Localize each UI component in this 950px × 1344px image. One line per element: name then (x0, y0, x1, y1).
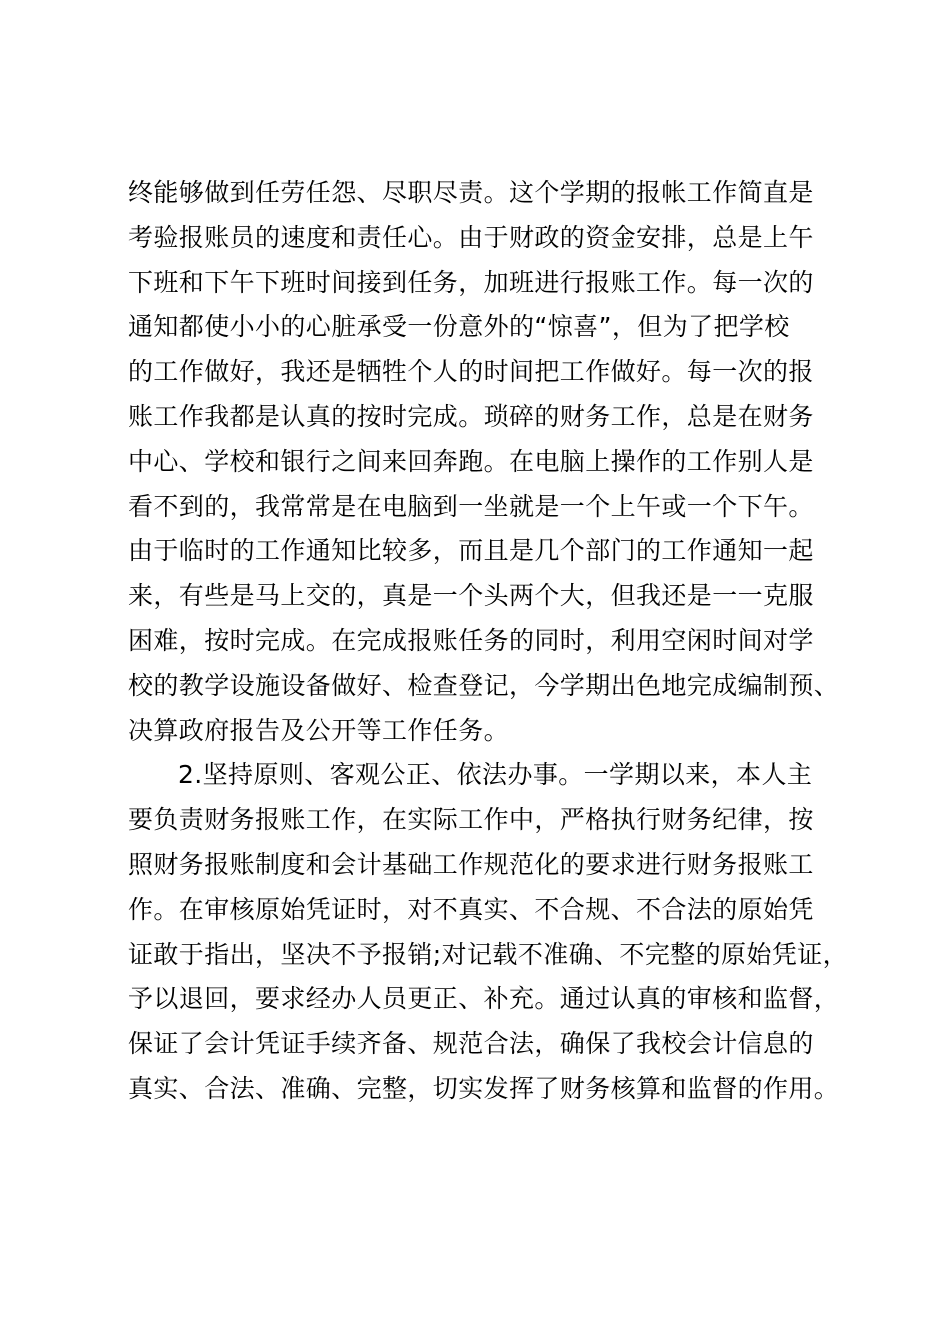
paragraph-line: 要负责财务报账工作，在实际工作中，严格执行财务纪律，按 (128, 805, 814, 835)
paragraph-line: 考验报账员的速度和责任心。由于财政的资金安排，总是上午 (128, 222, 814, 252)
paragraph-line: 中心、学校和银行之间来回奔跑。在电脑上操作的工作别人是 (128, 446, 814, 476)
paragraph-line: 2.坚持原则、客观公正、依法办事。一学期以来，本人主 (178, 760, 813, 790)
paragraph-line: 来，有些是马上交的，真是一个头两个大，但我还是一一克服 (128, 581, 814, 611)
paragraph-line: 校的教学设施设备做好、检查登记，今学期出色地完成编制预、 (128, 670, 840, 700)
paragraph-line: 证敢于指出，坚决不予报销;对记载不准确、不完整的原始凭证， (128, 939, 849, 969)
paragraph-line: 下班和下午下班时间接到任务，加班进行报账工作。每一次的 (128, 267, 814, 297)
paragraph-line: 终能够做到任劳任怨、尽职尽责。这个学期的报帐工作简直是 (128, 178, 814, 207)
paragraph-line: 照财务报账制度和会计基础工作规范化的要求进行财务报账工 (128, 849, 814, 879)
paragraph-line: 予以退回，要求经办人员更正、补充。通过认真的审核和监督， (128, 984, 840, 1014)
paragraph-line: 真实、合法、准确、完整，切实发挥了财务核算和监督的作用。 (128, 1073, 840, 1103)
document-body (128, 171, 868, 1112)
paragraph-line: 由于临时的工作通知比较多，而且是几个部门的工作通知一起 (128, 536, 814, 566)
paragraph-1 (128, 171, 868, 753)
paragraph-line: 困难，按时完成。在完成报账任务的同时，利用空闲时间对学 (128, 625, 814, 655)
paragraph-line: 通知都使小小的心脏承受一份意外的“惊喜”，但为了把学校 (128, 312, 790, 342)
paragraph-line: 作。在审核原始凭证时，对不真实、不合规、不合法的原始凭 (128, 894, 814, 924)
paragraph-line: 看不到的，我常常是在电脑到一坐就是一个上午或一个下午。 (128, 491, 814, 521)
paragraph-line: 账工作我都是认真的按时完成。琐碎的财务工作，总是在财务 (128, 401, 814, 431)
paragraph-line: 保证了会计凭证手续齐备、规范合法，确保了我校会计信息的 (128, 1029, 814, 1059)
paragraph-2 (128, 753, 868, 1111)
paragraph-line: 的工作做好，我还是牺牲个人的时间把工作做好。每一次的报 (128, 357, 814, 387)
paragraph-line: 决算政府报告及公开等工作任务。 (128, 715, 510, 745)
